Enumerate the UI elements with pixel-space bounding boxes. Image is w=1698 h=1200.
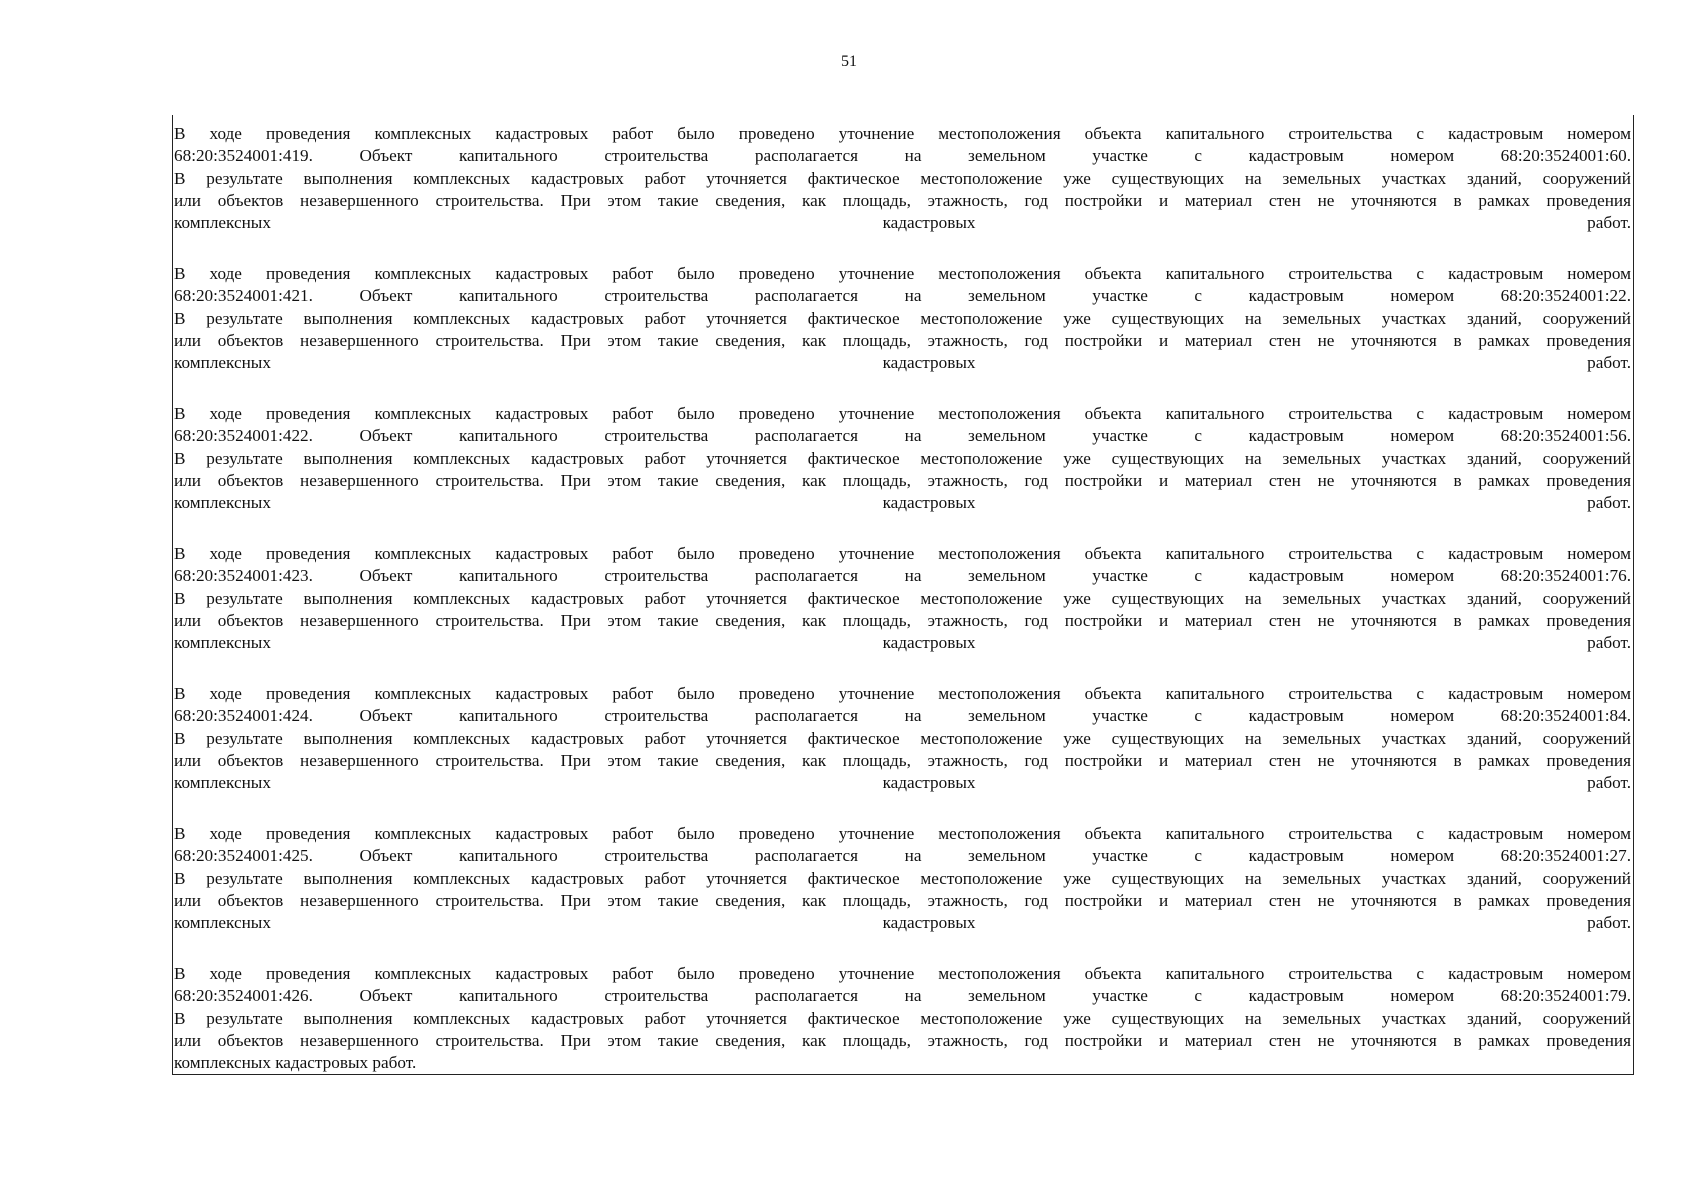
paragraph-line: 68:20:3524001:421. Объект капитального строительства располагается на земельном участке с кадастровым номером 68:20:3524001:22. xyxy=(174,286,1631,305)
cadastral-paragraph xyxy=(174,962,1631,1073)
paragraph-line: В результате выполнения комплексных кадастровых работ уточняется фактическое местоположение уже существующих на земельных участках зданий, сооружений xyxy=(174,729,1631,748)
paragraph-line: комплексных кадастровых работ. xyxy=(174,213,1631,232)
paragraph-line: комплексных кадастровых работ. xyxy=(174,493,1631,512)
paragraph-line: или объектов незавершенного строительства. При этом такие сведения, как площадь, этажность, год постройки и материал стен не уточняются в рамках проведения xyxy=(174,751,1631,770)
paragraph-line: В результате выполнения комплексных кадастровых работ уточняется фактическое местоположение уже существующих на земельных участках зданий, сооружений xyxy=(174,309,1631,328)
paragraph-line: комплексных кадастровых работ. xyxy=(174,353,1631,372)
paragraph-line: или объектов незавершенного строительства. При этом такие сведения, как площадь, этажность, год постройки и материал стен не уточняются в рамках проведения xyxy=(174,331,1631,350)
paragraph-line: В результате выполнения комплексных кадастровых работ уточняется фактическое местоположение уже существующих на земельных участках зданий, сооружений xyxy=(174,449,1631,468)
paragraph-line: или объектов незавершенного строительства. При этом такие сведения, как площадь, этажность, год постройки и материал стен не уточняются в рамках проведения xyxy=(174,191,1631,210)
paragraph-line: 68:20:3524001:424. Объект капитального строительства располагается на земельном участке с кадастровым номером 68:20:3524001:84. xyxy=(174,706,1631,725)
paragraph-line: В ходе проведения комплексных кадастровых работ было проведено уточнение местоположения объекта капитального строительства с кадастровым номером xyxy=(174,544,1631,563)
cadastral-paragraph xyxy=(174,822,1631,933)
paragraph-line: или объектов незавершенного строительства. При этом такие сведения, как площадь, этажность, год постройки и материал стен не уточняются в рамках проведения xyxy=(174,891,1631,910)
page-number: 51 xyxy=(841,53,857,70)
paragraph-line: 68:20:3524001:422. Объект капитального строительства располагается на земельном участке с кадастровым номером 68:20:3524001:56. xyxy=(174,426,1631,445)
paragraph-line: или объектов незавершенного строительства. При этом такие сведения, как площадь, этажность, год постройки и материал стен не уточняются в рамках проведения xyxy=(174,471,1631,490)
paragraph-line: комплексных кадастровых работ. xyxy=(174,1053,417,1072)
paragraph-line: В результате выполнения комплексных кадастровых работ уточняется фактическое местоположение уже существующих на земельных участках зданий, сооружений xyxy=(174,589,1631,608)
cadastral-paragraph xyxy=(174,682,1631,793)
paragraph-line: В результате выполнения комплексных кадастровых работ уточняется фактическое местоположение уже существующих на земельных участках зданий, сооружений xyxy=(174,169,1631,188)
document-text-frame xyxy=(172,115,1634,1075)
cadastral-paragraph xyxy=(174,402,1631,513)
paragraph-line: 68:20:3524001:423. Объект капитального строительства располагается на земельном участке с кадастровым номером 68:20:3524001:76. xyxy=(174,566,1631,585)
paragraph-line: В ходе проведения комплексных кадастровых работ было проведено уточнение местоположения объекта капитального строительства с кадастровым номером xyxy=(174,824,1631,843)
paragraph-line: или объектов незавершенного строительства. При этом такие сведения, как площадь, этажность, год постройки и материал стен не уточняются в рамках проведения xyxy=(174,611,1631,630)
paragraph-line: комплексных кадастровых работ. xyxy=(174,913,1631,932)
cadastral-paragraph xyxy=(174,262,1631,373)
paragraph-line: В ходе проведения комплексных кадастровых работ было проведено уточнение местоположения объекта капитального строительства с кадастровым номером xyxy=(174,404,1631,423)
paragraph-line: комплексных кадастровых работ. xyxy=(174,773,1631,792)
paragraph-line: 68:20:3524001:425. Объект капитального строительства располагается на земельном участке с кадастровым номером 68:20:3524001:27. xyxy=(174,846,1631,865)
paragraph-line: комплексных кадастровых работ. xyxy=(174,633,1631,652)
paragraph-line: В ходе проведения комплексных кадастровых работ было проведено уточнение местоположения объекта капитального строительства с кадастровым номером xyxy=(174,964,1631,983)
paragraph-line: В ходе проведения комплексных кадастровых работ было проведено уточнение местоположения объекта капитального строительства с кадастровым номером xyxy=(174,684,1631,703)
paragraph-line: В ходе проведения комплексных кадастровых работ было проведено уточнение местоположения объекта капитального строительства с кадастровым номером xyxy=(174,264,1631,283)
paragraph-line: или объектов незавершенного строительства. При этом такие сведения, как площадь, этажность, год постройки и материал стен не уточняются в рамках проведения xyxy=(174,1031,1631,1050)
paragraph-line: В результате выполнения комплексных кадастровых работ уточняется фактическое местоположение уже существующих на земельных участках зданий, сооружений xyxy=(174,1009,1631,1028)
paragraph-line: В ходе проведения комплексных кадастровых работ было проведено уточнение местоположения объекта капитального строительства с кадастровым номером xyxy=(174,124,1631,143)
cadastral-paragraph xyxy=(174,542,1631,653)
cadastral-paragraph xyxy=(174,122,1631,233)
paragraph-line: В результате выполнения комплексных кадастровых работ уточняется фактическое местоположение уже существующих на земельных участках зданий, сооружений xyxy=(174,869,1631,888)
paragraph-line: 68:20:3524001:426. Объект капитального строительства располагается на земельном участке с кадастровым номером 68:20:3524001:79. xyxy=(174,986,1631,1005)
paragraph-line: 68:20:3524001:419. Объект капитального строительства располагается на земельном участке с кадастровым номером 68:20:3524001:60. xyxy=(174,146,1631,165)
